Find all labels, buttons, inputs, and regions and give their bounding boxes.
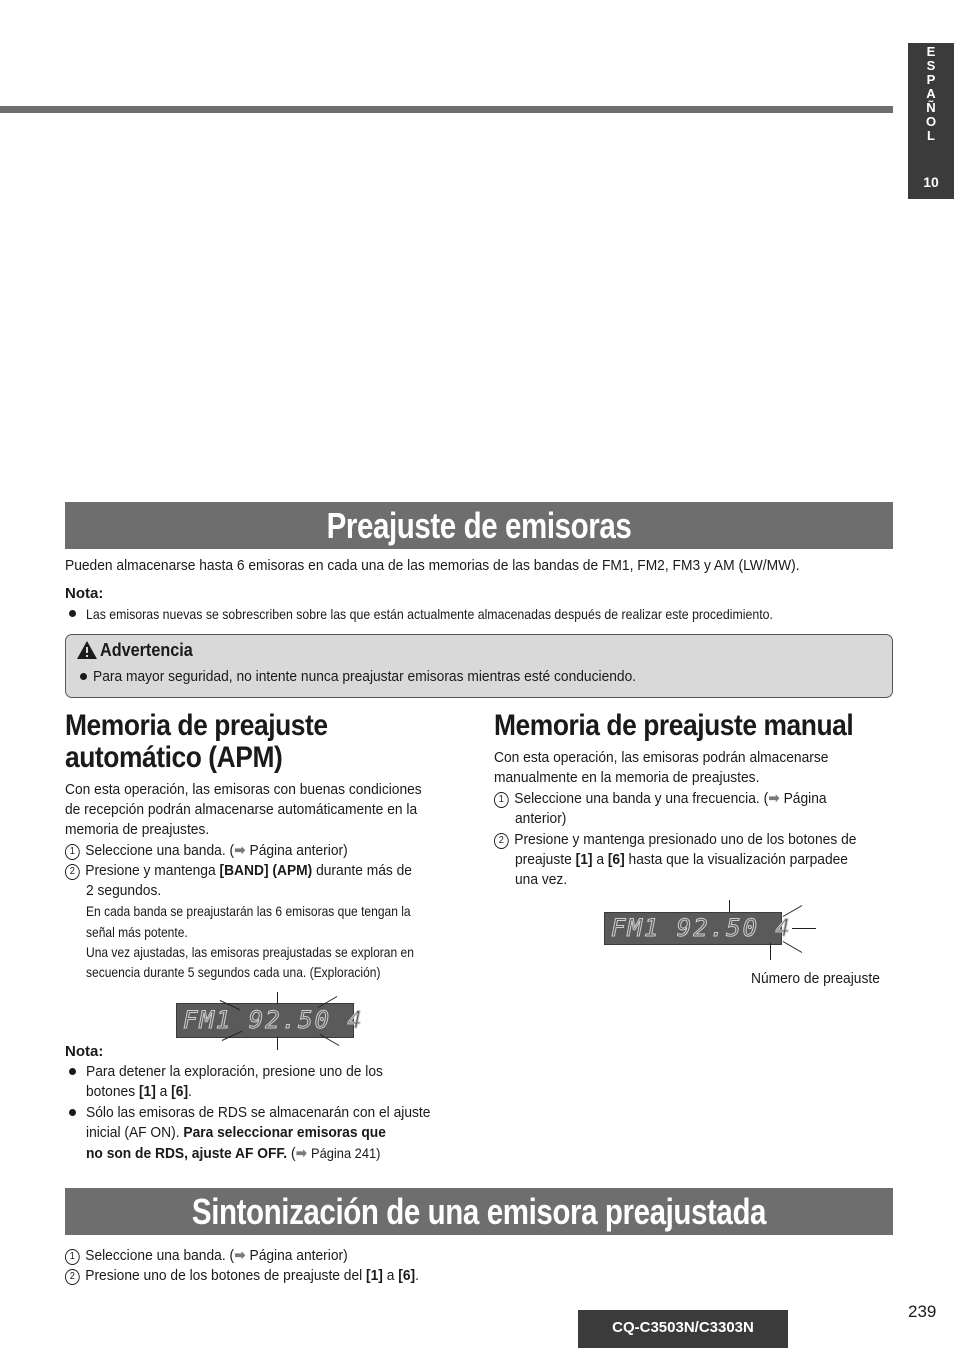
note-item: Las emisoras nuevas se sobrescriben sobre las que están actualmente almacenadas después de realizar este procedimiento. bbox=[86, 606, 773, 622]
blink-ray bbox=[729, 900, 730, 912]
blink-ray bbox=[277, 1036, 278, 1050]
apm-intro-line: Con esta operación, las emisoras con buenas condiciones bbox=[65, 781, 422, 798]
manual-step-2 bbox=[494, 830, 856, 850]
section-intro: Pueden almacenarse hasta 6 emisoras en cada una de las memorias de las bandas de FM1, FM2, FM3 y AM (LW/MW). bbox=[65, 557, 800, 574]
step-number: 2 bbox=[65, 864, 80, 880]
step-text: a bbox=[592, 851, 608, 868]
arrow-right-icon: ➡ bbox=[234, 1247, 246, 1264]
manual-step-1-line2: anterior) bbox=[515, 810, 567, 827]
tune-step-2 bbox=[65, 1266, 419, 1286]
bullet bbox=[69, 610, 76, 617]
step-text: durante más de bbox=[312, 862, 412, 879]
note-text: ( bbox=[287, 1145, 296, 1162]
step-number: 2 bbox=[65, 1269, 80, 1285]
button-ref: [6] bbox=[607, 851, 625, 868]
bullet bbox=[69, 1109, 76, 1116]
arrow-right-icon: ➡ bbox=[768, 790, 780, 807]
lcd-readout: FM1 92.50 4 bbox=[611, 914, 792, 942]
apm-note-1: Para detener la exploración, presione uno de los bbox=[86, 1063, 383, 1080]
warning-box bbox=[65, 634, 893, 698]
model-badge: CQ-C3503N/C3303N bbox=[578, 1310, 788, 1348]
apm-sub-line: Una vez ajustadas, las emisoras preajustadas se exploran en bbox=[86, 944, 414, 960]
manual-step-2-line3: una vez. bbox=[515, 871, 568, 888]
language-tab-letters bbox=[908, 45, 954, 143]
tune-step-1 bbox=[65, 1246, 348, 1266]
button-ref: [1] bbox=[575, 851, 593, 868]
step-number: 1 bbox=[65, 1249, 80, 1265]
step-ref: Página anterior) bbox=[249, 842, 348, 859]
section-title: Preajuste de emisoras bbox=[326, 505, 632, 546]
step-text: Presione y mantenga presionado uno de los botones de bbox=[514, 831, 857, 848]
apm-note-2-line2 bbox=[86, 1123, 386, 1143]
step-text: a bbox=[382, 1267, 399, 1284]
step-number: 1 bbox=[65, 844, 80, 860]
manual-step-2-line2 bbox=[515, 850, 848, 870]
warning-triangle-icon bbox=[76, 640, 98, 660]
blink-ray bbox=[783, 905, 803, 917]
tab-letter: L bbox=[927, 128, 935, 143]
step-text: Presione y mantenga bbox=[85, 862, 220, 879]
button-ref: [1] bbox=[138, 1083, 156, 1100]
step-ref: Página anterior) bbox=[249, 1247, 348, 1264]
preset-number-caption: Número de preajuste bbox=[751, 970, 880, 987]
step-text: Seleccione una banda. ( bbox=[85, 842, 235, 859]
apm-title-line2: automático (APM) bbox=[65, 741, 283, 774]
apm-sub-line: En cada banda se preajustarán las 6 emisoras que tengan la bbox=[86, 903, 411, 919]
arrow-right-icon: ➡ bbox=[234, 842, 246, 859]
note-bold: Para seleccionar emisoras que bbox=[183, 1124, 386, 1141]
button-ref: [6] bbox=[171, 1083, 189, 1100]
step-text: hasta que la visualización parpadee bbox=[624, 851, 848, 868]
manual-title: Memoria de preajuste manual bbox=[494, 709, 854, 742]
manual-intro-line: manualmente en la memoria de preajustes. bbox=[494, 769, 760, 786]
apm-sub-line: secuencia durante 5 segundos cada una. (Exploración) bbox=[86, 964, 381, 980]
apm-intro-line: memoria de preajustes. bbox=[65, 821, 210, 838]
manual-intro-line: Con esta operación, las emisoras podrán almacenarse bbox=[494, 749, 829, 766]
apm-note-2: Sólo las emisoras de RDS se almacenarán con el ajuste bbox=[86, 1104, 431, 1121]
tab-letter: S bbox=[926, 58, 936, 73]
step-number: 1 bbox=[494, 792, 509, 808]
section-title-band bbox=[65, 1188, 893, 1235]
note-bold: no son de RDS, ajuste AF OFF. bbox=[86, 1145, 288, 1162]
note-label: Nota: bbox=[65, 585, 104, 602]
apm-note-label: Nota: bbox=[65, 1043, 104, 1060]
apm-intro-line: de recepción podrán almacenarse automáticamente en la bbox=[65, 801, 418, 818]
note-text: botones bbox=[86, 1083, 139, 1100]
button-ref: [BAND] (APM) bbox=[219, 862, 313, 879]
step-ref: Página bbox=[783, 790, 827, 807]
blink-ray bbox=[792, 928, 816, 929]
tab-letter: Ñ bbox=[926, 100, 936, 115]
tab-letter: A bbox=[926, 86, 936, 101]
warning-title: Advertencia bbox=[100, 640, 193, 660]
manual-step-1 bbox=[494, 789, 827, 809]
apm-title-line1: Memoria de preajuste bbox=[65, 709, 328, 742]
manual-lcd-display bbox=[604, 912, 792, 945]
step-number: 2 bbox=[494, 833, 509, 849]
page-ref: Página 241) bbox=[310, 1145, 381, 1161]
apm-lcd-display bbox=[176, 1003, 364, 1038]
step-text: . bbox=[415, 1267, 419, 1284]
tab-letter: E bbox=[926, 44, 936, 59]
note-text: inicial (AF ON). bbox=[86, 1124, 184, 1141]
step-text: Presione uno de los botones de preajuste del bbox=[85, 1267, 367, 1284]
apm-step-1 bbox=[65, 841, 348, 861]
lcd-readout: FM1 92.50 4 bbox=[183, 1006, 364, 1034]
bullet bbox=[69, 1068, 76, 1075]
step-text: Seleccione una banda y una frecuencia. ( bbox=[514, 790, 769, 807]
tab-letter: P bbox=[926, 72, 936, 87]
tab-letter: O bbox=[925, 114, 937, 129]
apm-step-2 bbox=[65, 861, 412, 881]
section-number: 10 bbox=[923, 174, 939, 190]
blink-ray bbox=[277, 992, 278, 1004]
section-title: Sintonización de una emisora preajustada bbox=[191, 1191, 767, 1232]
note-text: . bbox=[188, 1083, 192, 1100]
section-title-band bbox=[65, 502, 893, 549]
arrow-right-icon: ➡ bbox=[295, 1145, 308, 1162]
language-tab bbox=[908, 43, 954, 199]
step-text: preajuste bbox=[515, 851, 576, 868]
blink-ray bbox=[783, 941, 803, 953]
note-text: a bbox=[155, 1083, 172, 1100]
apm-note-1-line2 bbox=[86, 1082, 192, 1102]
top-rule bbox=[0, 106, 893, 113]
bullet bbox=[80, 673, 87, 680]
apm-note-2-line3 bbox=[86, 1143, 380, 1164]
apm-sub-line: señal más potente. bbox=[86, 924, 188, 940]
step-text: Seleccione una banda. ( bbox=[85, 1247, 235, 1264]
warning-item: Para mayor seguridad, no intente nunca preajustar emisoras mientras esté conduciendo. bbox=[93, 668, 637, 685]
page-number: 239 bbox=[908, 1302, 937, 1321]
button-ref: [6] bbox=[398, 1267, 416, 1284]
apm-step-2-line2: 2 segundos. bbox=[86, 882, 162, 899]
callout-line bbox=[770, 943, 771, 960]
button-ref: [1] bbox=[366, 1267, 383, 1284]
